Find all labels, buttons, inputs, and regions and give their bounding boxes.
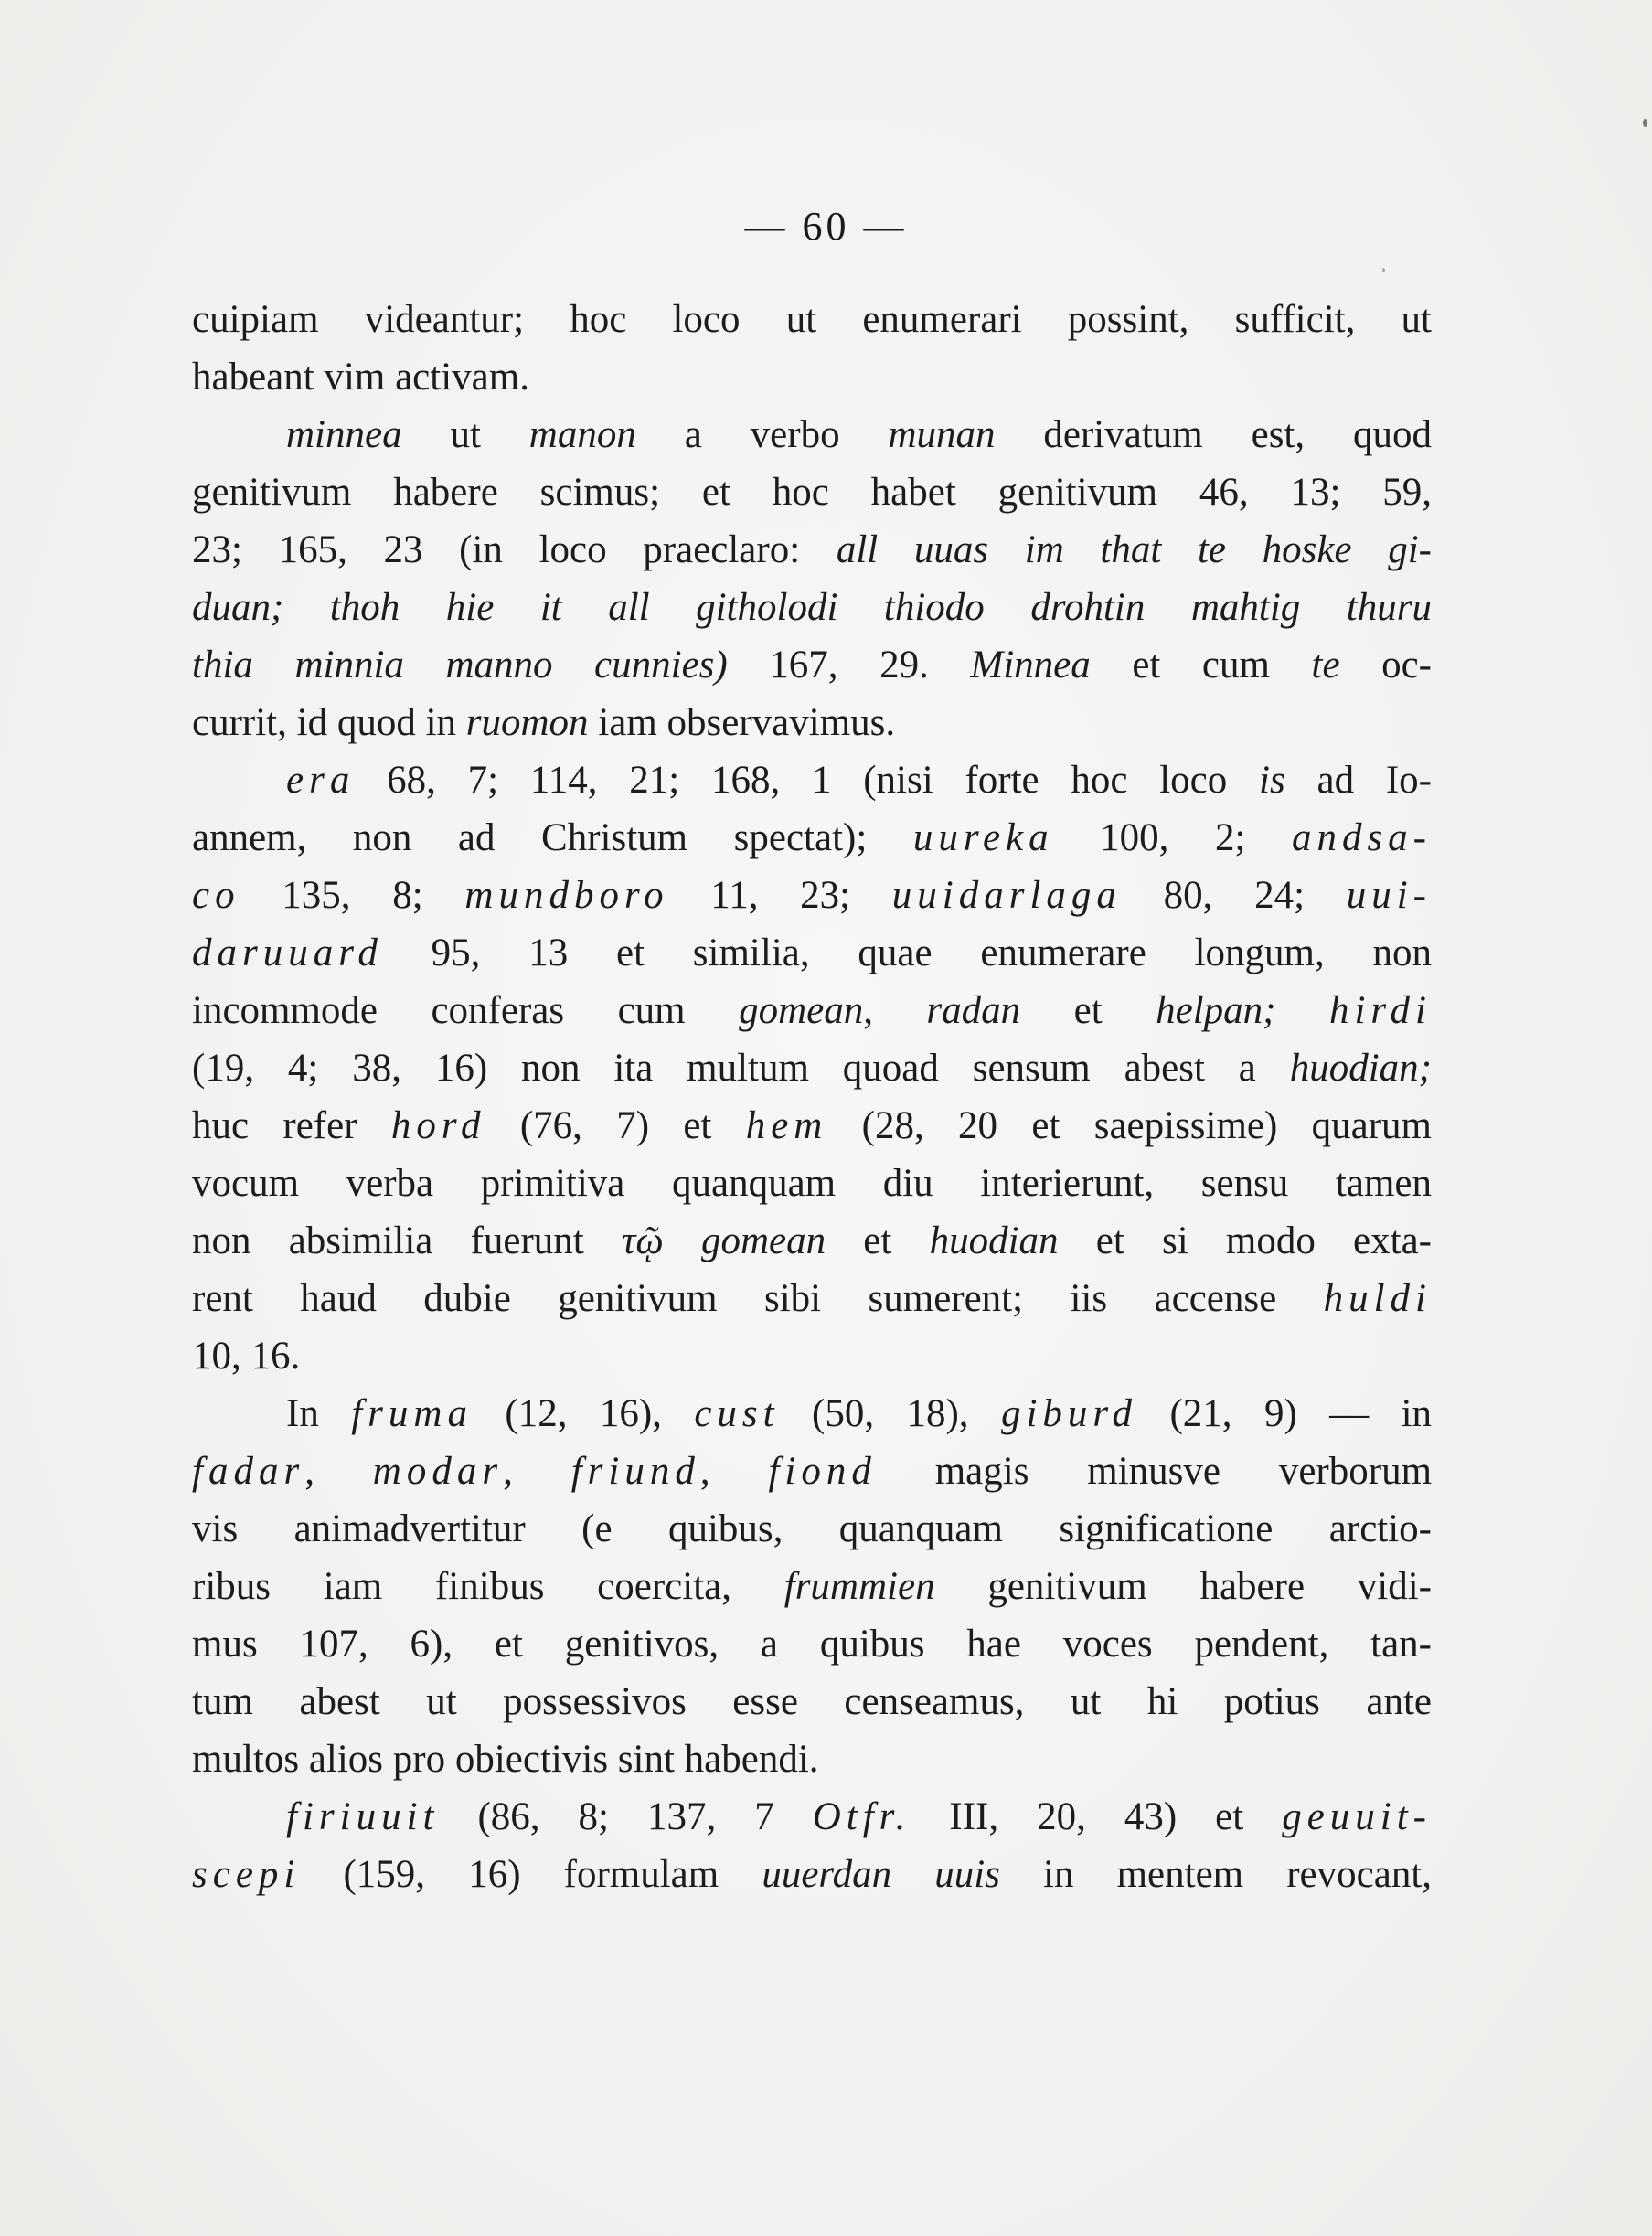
text-line — [192, 579, 1432, 636]
text-run: 167, 29. — [727, 644, 971, 687]
text-line — [192, 1270, 1432, 1327]
spaced-italic-term: Otfr. — [812, 1795, 911, 1838]
text-run: huc refer — [192, 1104, 391, 1147]
paragraph-first-line — [192, 751, 1432, 809]
spaced-italic-term: daruuard — [192, 932, 383, 974]
text-run: oc- — [1339, 644, 1433, 687]
italic-term: τῷ gomean — [621, 1219, 826, 1262]
italic-term: frummien — [783, 1565, 935, 1608]
text-run: (12, 16), — [472, 1392, 695, 1435]
spaced-italic-term: fadar — [192, 1450, 305, 1493]
paper-speck — [1382, 268, 1385, 272]
paragraph-first-line — [192, 406, 1432, 463]
text-run: ut — [401, 413, 529, 456]
italic-term: huodian; — [1289, 1047, 1432, 1090]
text-line — [192, 636, 1432, 694]
text-line — [192, 1327, 1432, 1385]
text-line — [192, 694, 1432, 751]
text-run: multos alios pro obiectivis sint habendi. — [192, 1738, 819, 1781]
italic-term: minnea — [286, 413, 402, 456]
text-line — [192, 1615, 1432, 1673]
text-run: mus 107, 6), et genitivos, a quibus hae voces pendent, tan- — [192, 1623, 1432, 1666]
text-run: vis animadvertitur (e quibus, quanquam significatione arctio- — [192, 1507, 1432, 1550]
spaced-italic-term: giburd — [1000, 1392, 1138, 1435]
text-line — [192, 809, 1432, 867]
text-run: habeant vim activam. — [192, 356, 529, 399]
text-run: (19, 4; 38, 16) non ita multum quoad sensum abest a — [192, 1047, 1290, 1090]
spaced-italic-term: uuidarlaga — [891, 874, 1122, 917]
text-line — [192, 1039, 1432, 1097]
italic-term: helpan; — [1156, 989, 1276, 1032]
spaced-italic-term: hem — [745, 1104, 828, 1147]
text-run: incommode conferas cum — [192, 989, 740, 1032]
text-run: a verbo — [635, 413, 889, 456]
spaced-italic-term: fruma — [351, 1392, 473, 1435]
spaced-italic-term: andsa- — [1291, 816, 1432, 859]
text-run: genitivum habere vidi- — [934, 1565, 1432, 1608]
text-run: et — [826, 1219, 930, 1262]
text-run: 10, 16. — [192, 1335, 301, 1378]
text-run: 100, 2; — [1053, 816, 1292, 859]
italic-term: ruomon — [465, 701, 589, 744]
text-run: et si modo exta- — [1058, 1219, 1432, 1262]
spaced-italic-term: hord — [390, 1104, 486, 1147]
text-run: ad Io- — [1284, 759, 1432, 802]
text-line — [192, 1673, 1432, 1730]
text-run: currit, id quod in — [192, 701, 466, 744]
italic-term: thia minnia manno cunnies) — [192, 644, 728, 687]
spaced-italic-term: cust — [694, 1392, 780, 1435]
spaced-italic-term: modar — [372, 1450, 504, 1493]
page-number: — 60 — — [744, 204, 908, 249]
text-line — [192, 1443, 1432, 1500]
italic-term: te — [1311, 644, 1340, 687]
text-run: 68, 7; 114, 21; 168, 1 (nisi forte hoc loco — [355, 759, 1260, 802]
text-run: in mentem revocant, — [999, 1853, 1433, 1896]
text-run: annem, non ad Christum spectat); — [192, 816, 913, 859]
spaced-italic-term: era — [286, 759, 356, 802]
italic-term: gomean — [739, 989, 864, 1032]
text-run: , — [863, 989, 927, 1032]
spaced-italic-term: hirdi — [1328, 989, 1432, 1032]
text-run: 95, 13 et similia, quae enumerare longum, non — [382, 932, 1432, 974]
text-line — [192, 1212, 1432, 1270]
italic-term: is — [1259, 759, 1285, 802]
text-run: , — [699, 1450, 769, 1493]
text-run: (159, 16) formulam — [300, 1853, 762, 1896]
text-run: rent haud dubie genitivum sibi sumerent; iis accense — [192, 1277, 1324, 1320]
italic-term: munan — [888, 413, 996, 456]
text-run: (28, 20 et saepissime) quarum — [827, 1104, 1433, 1147]
text-line — [192, 867, 1432, 924]
text-line — [192, 348, 1432, 406]
text-run: et cum — [1090, 644, 1312, 687]
text-run: tum abest ut possessivos esse censeamus, ut hi potius ante — [192, 1680, 1432, 1723]
text-run: (86, 8; 137, 7 — [439, 1795, 813, 1838]
text-line — [192, 1730, 1432, 1788]
italic-term: duan; thoh hie it all githolodi thiodo drohtin mahtig thuru — [192, 586, 1432, 629]
text-line — [192, 521, 1432, 579]
text-run: magis minusve verborum — [876, 1450, 1433, 1493]
paragraph-first-line — [192, 1385, 1432, 1443]
text-line — [192, 1097, 1432, 1155]
spaced-italic-term: firiuuit — [286, 1795, 440, 1838]
spaced-italic-term: uui- — [1346, 874, 1433, 917]
italic-term: huodian — [929, 1219, 1059, 1262]
text-run: , — [304, 1450, 373, 1493]
spaced-italic-term: uureka — [912, 816, 1054, 859]
text-run: III, 20, 43) et — [911, 1795, 1283, 1838]
text-run: 23; 165, 23 (in loco praeclaro: — [192, 528, 837, 571]
text-run: (21, 9) — in — [1137, 1392, 1433, 1435]
text-run: In — [286, 1392, 352, 1435]
text-run: ribus iam finibus coercita, — [192, 1565, 784, 1608]
italic-term: Minnea — [970, 644, 1091, 687]
italic-term: radan — [926, 989, 1021, 1032]
text-run — [1275, 989, 1328, 1032]
text-line — [192, 463, 1432, 521]
page-text-body — [192, 291, 1432, 1903]
paper-speck — [1643, 119, 1647, 127]
spaced-italic-term: fiond — [768, 1450, 877, 1493]
italic-term: manon — [528, 413, 636, 456]
text-run: derivatum est, quod — [995, 413, 1432, 456]
text-line — [192, 291, 1432, 348]
text-line — [192, 982, 1432, 1039]
text-run: genitivum habere scimus; et hoc habet genitivum 46, 13; 59, — [192, 471, 1432, 514]
text-line — [192, 1558, 1432, 1615]
text-run: , — [503, 1450, 571, 1493]
spaced-italic-term: friund — [570, 1450, 700, 1493]
text-line — [192, 1500, 1432, 1558]
spaced-italic-term: mundboro — [464, 874, 669, 917]
text-run: 135, 8; — [240, 874, 465, 917]
spaced-italic-term: scepi — [192, 1853, 301, 1896]
text-line — [192, 924, 1432, 982]
text-run: cuipiam videantur; hoc loco ut enumerari possint, sufficit, ut — [192, 298, 1432, 341]
italic-term: all uuas im that te hoske gi- — [836, 528, 1432, 571]
spaced-italic-term: geuuit- — [1282, 1795, 1432, 1838]
text-run: vocum verba primitiva quanquam diu interierunt, sensu tamen — [192, 1162, 1432, 1205]
text-run: iam observavimus. — [588, 701, 896, 744]
paragraph-first-line — [192, 1788, 1432, 1846]
text-run: 80, 24; — [1121, 874, 1347, 917]
spaced-italic-term: co — [192, 874, 240, 917]
text-run: non absimilia fuerunt — [192, 1219, 622, 1262]
text-run: 11, 23; — [668, 874, 892, 917]
text-line — [192, 1846, 1432, 1903]
spaced-italic-term: huldi — [1323, 1277, 1432, 1320]
text-run: et — [1020, 989, 1156, 1032]
italic-term: uuerdan uuis — [762, 1853, 1000, 1896]
text-run: (50, 18), — [779, 1392, 1001, 1435]
text-run: (76, 7) et — [485, 1104, 746, 1147]
text-line — [192, 1155, 1432, 1212]
